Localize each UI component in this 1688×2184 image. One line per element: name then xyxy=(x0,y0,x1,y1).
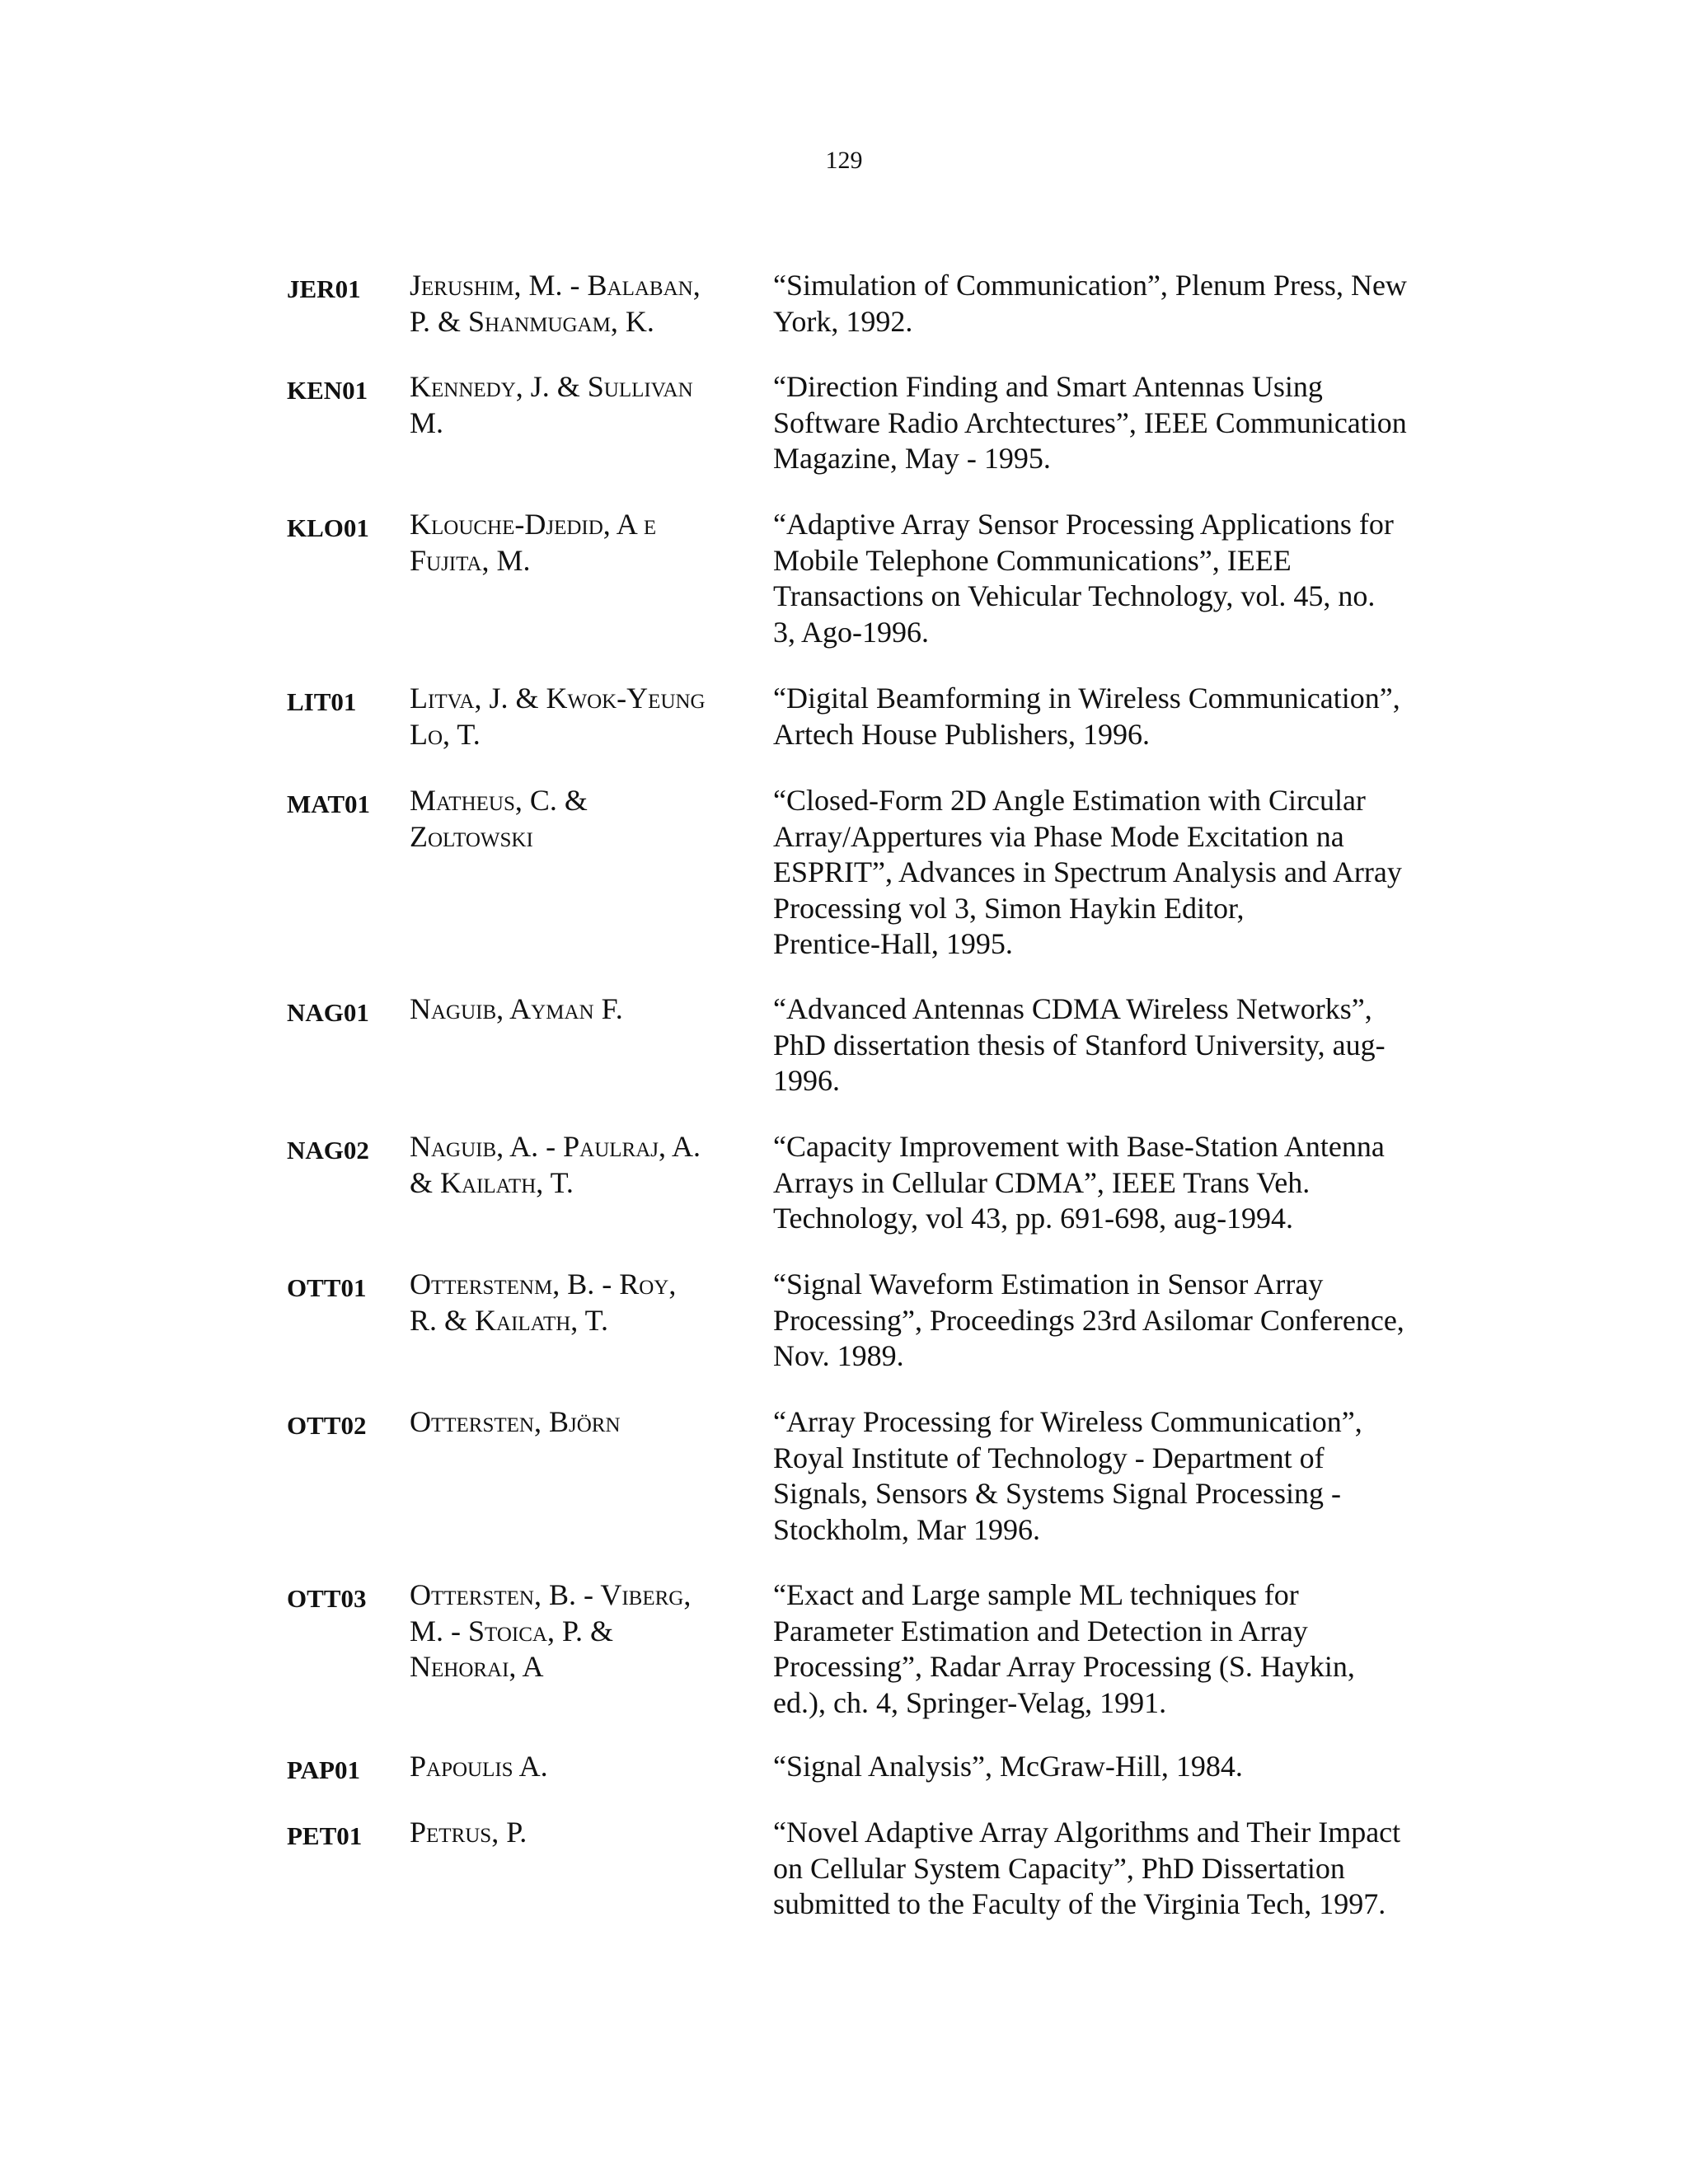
reference-authors xyxy=(410,507,756,579)
citation-line: on Cellular System Capacity”, PhD Dissertation xyxy=(773,1851,1345,1885)
citation-line: “Exact and Large sample ML techniques for xyxy=(773,1578,1299,1611)
reference-authors xyxy=(410,268,756,340)
citation-line: “Signal Analysis”, McGraw-Hill, 1984. xyxy=(773,1750,1243,1783)
citation-line: Stockholm, Mar 1996. xyxy=(773,1512,1040,1546)
reference-key: OTT03 xyxy=(287,1584,367,1613)
author-line: Klouche-Djedid, A e xyxy=(410,508,657,541)
author-line: R. & Kailath, T. xyxy=(410,1303,608,1337)
reference-authors xyxy=(410,1749,756,1785)
author-line: Otterstenm, B. - Roy, xyxy=(410,1268,677,1301)
reference-key: PET01 xyxy=(287,1821,363,1850)
citation-line: “Direction Finding and Smart Antennas Using xyxy=(773,370,1323,403)
author-line: Naguib, Ayman F. xyxy=(410,992,623,1025)
reference-key: OTT01 xyxy=(287,1273,367,1302)
author-line: M. xyxy=(410,405,444,439)
citation-line: Parameter Estimation and Detection in Array xyxy=(773,1614,1308,1647)
reference-citation xyxy=(773,1749,1457,1785)
reference-authors xyxy=(410,369,756,441)
citation-line: “Array Processing for Wireless Communication”, xyxy=(773,1405,1362,1438)
reference-authors xyxy=(410,681,756,752)
reference-key: MAT01 xyxy=(287,790,371,818)
citation-line: York, 1992. xyxy=(773,304,913,338)
author-line: Litva, J. & Kwok-Yeung xyxy=(410,682,706,715)
reference-key: NAG02 xyxy=(287,1136,369,1165)
author-line: Naguib, A. - Paulraj, A. xyxy=(410,1130,701,1163)
citation-line: “Advanced Antennas CDMA Wireless Networks”, xyxy=(773,992,1372,1025)
author-line: Ottersten, B. - Viberg, xyxy=(410,1578,692,1611)
reference-citation xyxy=(773,1129,1457,1237)
author-line: Zoltowski xyxy=(410,819,533,853)
citation-line: Arrays in Cellular CDMA”, IEEE Trans Veh. xyxy=(773,1165,1311,1199)
citation-line: “Digital Beamforming in Wireless Communication”, xyxy=(773,682,1400,715)
author-line: & Kailath, T. xyxy=(410,1165,574,1199)
author-line: M. - Stoica, P. & xyxy=(410,1614,613,1647)
citation-line: Software Radio Archtectures”, IEEE Communication xyxy=(773,405,1407,439)
reference-key: PAP01 xyxy=(287,1755,360,1784)
citation-line: Nov. 1989. xyxy=(773,1339,904,1372)
reference-authors xyxy=(410,991,756,1028)
reference-key: JER01 xyxy=(287,274,361,303)
citation-line: 3, Ago-1996. xyxy=(773,615,929,649)
page-number: 129 xyxy=(825,147,863,174)
citation-line: “Simulation of Communication”, Plenum Press, New xyxy=(773,269,1407,302)
citation-line: Signals, Sensors & Systems Signal Processing - xyxy=(773,1477,1342,1510)
reference-key: OTT02 xyxy=(287,1411,367,1440)
reference-authors xyxy=(410,1577,756,1685)
reference-citation xyxy=(773,507,1457,650)
reference-citation xyxy=(773,783,1457,963)
citation-line: Technology, vol 43, pp. 691-698, aug-1994. xyxy=(773,1202,1294,1235)
reference-key: KEN01 xyxy=(287,376,368,405)
citation-line: Artech House Publishers, 1996. xyxy=(773,717,1150,751)
author-line: Petrus, P. xyxy=(410,1816,528,1849)
citation-line: Royal Institute of Technology - Department of xyxy=(773,1441,1325,1474)
citation-line: “Adaptive Array Sensor Processing Applications for xyxy=(773,508,1394,541)
citation-line: Array/Appertures via Phase Mode Excitation na xyxy=(773,819,1344,853)
citation-line: Transactions on Vehicular Technology, vol. 45, no. xyxy=(773,579,1376,612)
reference-citation xyxy=(773,1577,1457,1721)
reference-citation xyxy=(773,1267,1457,1375)
citation-line: ESPRIT”, Advances in Spectrum Analysis and Array xyxy=(773,855,1402,888)
reference-citation xyxy=(773,1815,1457,1923)
reference-citation xyxy=(773,1404,1457,1548)
author-line: Nehorai, A xyxy=(410,1650,544,1683)
reference-citation xyxy=(773,369,1457,477)
citation-line: Magazine, May - 1995. xyxy=(773,442,1051,475)
author-line: Papoulis A. xyxy=(410,1750,548,1783)
citation-line: “Capacity Improvement with Base-Station Antenna xyxy=(773,1130,1385,1163)
reference-key: LIT01 xyxy=(287,687,357,716)
author-line: Jerushim, M. - Balaban, xyxy=(410,269,701,302)
reference-authors xyxy=(410,1267,756,1338)
reference-authors xyxy=(410,1404,756,1441)
citation-line: Processing”, Radar Array Processing (S. Haykin, xyxy=(773,1650,1355,1683)
reference-citation xyxy=(773,681,1457,752)
citation-line: submitted to the Faculty of the Virginia Tech, 1997. xyxy=(773,1887,1386,1920)
author-line: P. & Shanmugam, K. xyxy=(410,304,654,338)
author-line: Ottersten, Björn xyxy=(410,1405,621,1438)
author-line: Lo, T. xyxy=(410,717,481,751)
citation-line: Mobile Telephone Communications”, IEEE xyxy=(773,543,1292,577)
citation-line: Processing”, Proceedings 23rd Asilomar Conference, xyxy=(773,1303,1404,1337)
citation-line: ed.), ch. 4, Springer-Velag, 1991. xyxy=(773,1685,1167,1719)
reference-authors xyxy=(410,1129,756,1201)
author-line: Fujita, M. xyxy=(410,543,531,577)
citation-line: “Signal Waveform Estimation in Sensor Array xyxy=(773,1268,1324,1301)
reference-authors xyxy=(410,783,756,855)
citation-line: “Closed-Form 2D Angle Estimation with Circular xyxy=(773,784,1366,817)
author-line: Kennedy, J. & Sullivan xyxy=(410,370,693,403)
citation-line: “Novel Adaptive Array Algorithms and Their Impact xyxy=(773,1816,1401,1849)
reference-authors xyxy=(410,1815,756,1851)
citation-line: 1996. xyxy=(773,1064,840,1097)
reference-key: NAG01 xyxy=(287,998,369,1027)
reference-key: KLO01 xyxy=(287,513,369,542)
reference-citation xyxy=(773,991,1457,1099)
author-line: Matheus, C. & xyxy=(410,784,588,817)
citation-line: Prentice-Hall, 1995. xyxy=(773,927,1013,960)
citation-line: Processing vol 3, Simon Haykin Editor, xyxy=(773,891,1245,925)
reference-citation xyxy=(773,268,1457,340)
citation-line: PhD dissertation thesis of Stanford University, aug- xyxy=(773,1028,1386,1062)
